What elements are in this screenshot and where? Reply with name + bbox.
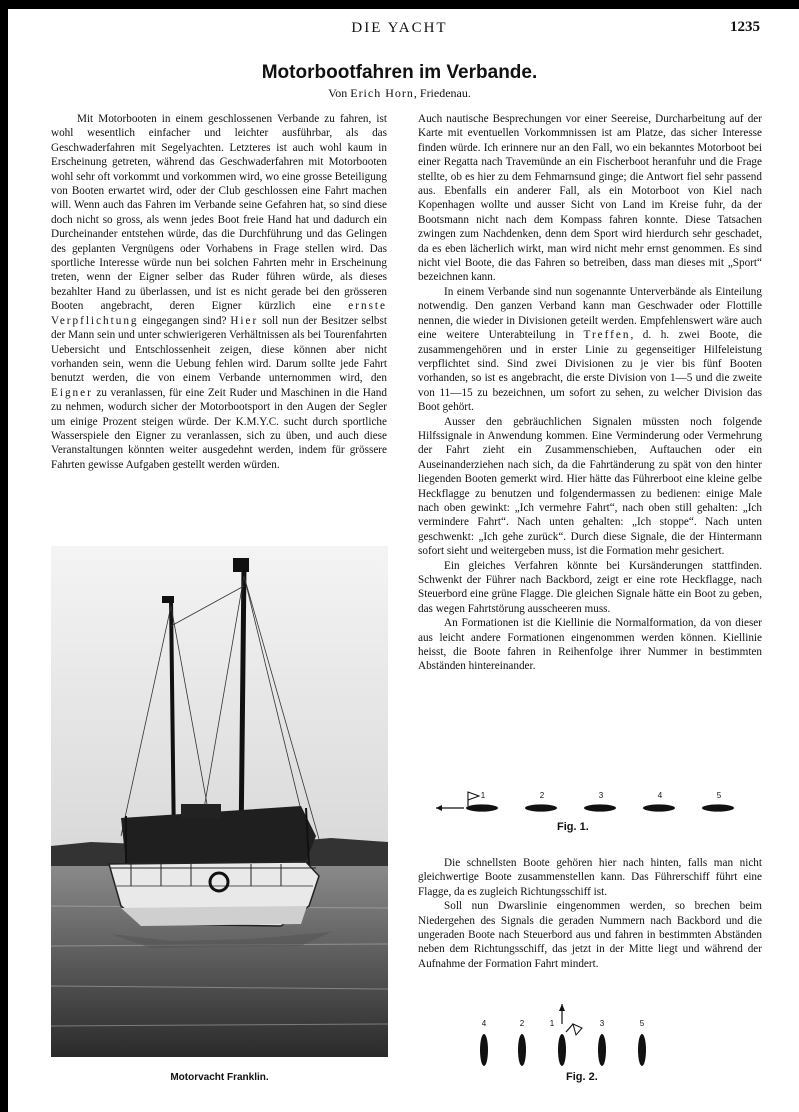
paragraph: Ausser den gebräuchlichen Signalen müssten noch folgende Hilfssignale in Anwendung kommen. Eine Verminderung oder Vermehrung der Fahrt zieht ein Zusammenschieben, Auftauchen oder ein Auseinanderziehen nach sich, da die Fahrtänderung zu spät von den hinter liegenden Booten gemerkt wird. Hier hätte das Führerboot eine kleine gelbe Heckflagge zu benutzen und folgendermassen zu bedienen: einige Male nach oben gewinkt: „Ich vermehre Fahrt“, nach oben still gehalten: „Ich vermindere Fahrt“. Nach unten gehalten: „Ich stoppe“. Nach unten geschwenkt: „Ich gehe zurück“. Durch diese Signale, die der Hintermann sofort sieht und weitergeben muss, ist die Formation mehr gesichert. [418,415,762,558]
boat-number: 1 [549,1019,555,1028]
flag-icon [573,1024,582,1035]
boat-number: 1 [480,791,486,800]
paragraph [51,112,387,472]
boat-marker [598,1034,606,1066]
page-number: 1235 [730,19,760,35]
emphasized-text: Treffen [583,329,631,342]
boat-marker [525,804,557,811]
text-run: eingegangen sind? [138,314,231,327]
flagpole [566,1024,573,1032]
boat-number: 3 [599,1019,605,1028]
text-run: zu veranlassen, für eine Zeit Ruder und Maschinen in die Hand zu nehmen, wodurch sicher der Motorbootsport in den Augen der Segler um einige Prozent steigen würde. Der K.M.Y.C. sucht durch sportliche Wasserspiele den Eigner zu veranlassen, sich zu üben, und auch diese Veranstaltungen könnten weiter ausgedehnt werden, indem für grössere Fahrten gewisse Aufgaben gestellt werden würden. [51,386,387,471]
yacht-photo [51,546,388,1057]
fig1-label: Fig. 1. [557,821,589,833]
boat-number: 5 [716,791,722,800]
fig2-label: Fig. 2. [566,1071,598,1083]
emphasized-text: Hier [230,314,259,327]
boat-marker [638,1034,646,1066]
running-head: DIE YACHT [351,20,448,36]
article-title: Motorbootfahren im Verbande. [261,62,538,83]
paragraph: Die schnellsten Boote gehören hier nach hinten, falls man nicht gleichwertige Boote zusammenstellen kann. Das Führerschiff führt eine Flagge, da es zugleich Richtungsschiff ist. [418,857,762,898]
author-name: Erich Horn [350,86,414,100]
emphasized-text: ernste Verpflichtung [51,300,387,327]
byline-suffix: , Friedenau. [413,86,471,100]
scan-left-border [0,0,8,1112]
paragraph: An Formationen ist die Kiellinie die Normalformation, da von dieser aus leicht andere Formationen eingenommen werden können. Kiellinie heisst, die Boote fahren in Reihenfolge ihrer Nummer in bestimmten Abständen hintereinander. [418,617,762,673]
paragraph: Soll nun Dwarslinie eingenommen werden, so brechen beim Niedergehen des Signals die geraden Nummern nach Backbord und die ungeraden Boote nach Steuerbord aus und fahren in bestimmten Abständen neben dem Richtungsschiff, das jetzt in der Mitte liegt und während der Aufnahme der Formation Fahrt mindert. [418,900,762,970]
boat-marker [518,1034,526,1066]
arrow-head-icon [559,1004,565,1011]
byline [0,86,799,101]
scan-top-border [0,0,799,9]
column-left-text [51,112,387,472]
emphasized-text: Eigner [51,386,93,399]
paragraph [418,285,762,415]
flag-icon [468,792,479,800]
boat-marker [643,804,675,811]
column-right-lower-text [418,856,762,971]
boat-number: 5 [639,1019,645,1028]
yacht-illustration [51,546,388,1057]
boat-marker [702,804,734,811]
fig2-abreast-line-diagram [466,1004,666,1074]
boat-marker [584,804,616,811]
text-run: In einem Verbande sind nun sogenannte Unterverbände als Einteilung notwendig. Den ganzen Verband kann man Geschwader oder Flottille nennen, die wieder in Divisionen geteilt werden. Empfehlenswert wäre auch eine weitere Unterabteilung in [418,285,762,342]
boat-number: 4 [657,791,663,800]
paragraph: Auch nautische Besprechungen vor einer Seereise, Durcharbeitung auf der Karte mit eventuellen Vorkommnissen ist am Platze, das sicher Interesse finden würde. Ich erinnere nur an den Fall, wo ein bekanntes Motorboot bei einer Regatta nach Travemünde an ein Fischerboot heranfuhr und die Frage stellte, ob es hier zu dem Fehmarnsund ginge; die Antwort fiel sehr passend aus. Ebenfalls ein anderer Fall, als ein Motorboot von Kiel nach Kopenhagen wollte und ausser Sicht von Land im Kreise fuhr, da der Bootsmann nicht nach dem Kompass fahren konnte. Diese Tatsachen zwingen zum Nachdenken, denn dem Sport wird hierdurch sehr geschadet, da es eben lächerlich wirkt, man wird nicht mehr ernst genommen. Es sind nicht viel Boote, die das Fahren so betreiben, dass man dieses mit „Sport“ bezeichnen kann. [418,113,762,284]
fig1-keel-line-diagram [434,786,754,816]
boat-number: 2 [519,1019,525,1028]
arrow-head-icon [436,805,442,811]
text-run: , d. h. zwei Boote, die zusammengehören und in erster Linie zu gegenseitiger Hilfeleistung verpflichtet sind. Sind zwei Divisionen zu je vier bis fünf Booten vorhanden, so ist es angebracht, die erste Division von 1—5 und die zweite von 11—15 zu bezeichnen, um sofort zu sehen, zu welcher Division das Boot gehört. [418,329,763,414]
paragraph: Ein gleiches Verfahren könnte bei Kursänderungen stattfinden. Schwenkt der Führer nach Backbord, zeigt er eine rote Heckflagge, nach Steuerbord eine grüne Flagge. Die gleichen Signale hätte ein Boot zu geben, das wegen Fahrtstörung ausscheeren muss. [418,559,762,615]
byline-prefix: Von [328,86,351,100]
boat-marker [558,1034,566,1066]
boat-marker [466,804,498,811]
boat-number: 2 [539,791,545,800]
text-run: soll nun der Besitzer selbst der Mann sein und unter schwierigeren Verhältnissen als bei Tourenfahrten Uebersicht und Entschlossenheit zeigen, diese können aber nicht vorhanden sein, wenn die Uebung fehlen wird. Darum sollte jede Fahrt benutzt werden, die von einem Verbande unternommen wird, den [51,314,387,385]
text-run: Mit Motorbooten in einem geschlossenen Verbande zu fahren, ist wohl wesentlich einfacher und leichter ausführbar, als das Geschwaderfahren mit Segelyachten. Letzteres ist auch wohl kaum in Erscheinung getreten, während das Geschwaderfahren mit Motorbooten wohl sehr oft vorkommt und vorkommen wird, wo eine grosse Beteiligung von Booten erwartet wird, oder der Club geschlossen eine Fahrt machen will. Wenn auch das Fahren im Verbande seine Gefahren hat, so sind diese doch nicht so gross, als wenn jedes Boot freie Hand hat und dadurch ein Durcheinander entstehen würde, das die Durchführung und das Gelingen des geplanten Vergnügens oder Vorhabens in Frage stellen wird. Das sportliche Interesse würde nun bei solchen Fahrten mehr in Erscheinung treten, wenn der Eigner selber das Ruder führen würde, als dieses bezahlter Hand zu überlassen, und ist es nicht gerade bei den grösseren Booten angebracht, deren Eigner kürzlich eine [51,113,387,313]
boat-number: 4 [481,1019,487,1028]
boat-number: 3 [598,791,604,800]
column-right-text [418,112,762,674]
boat-marker [480,1034,488,1066]
photo-caption: Motorvacht Franklin. [170,1072,269,1083]
